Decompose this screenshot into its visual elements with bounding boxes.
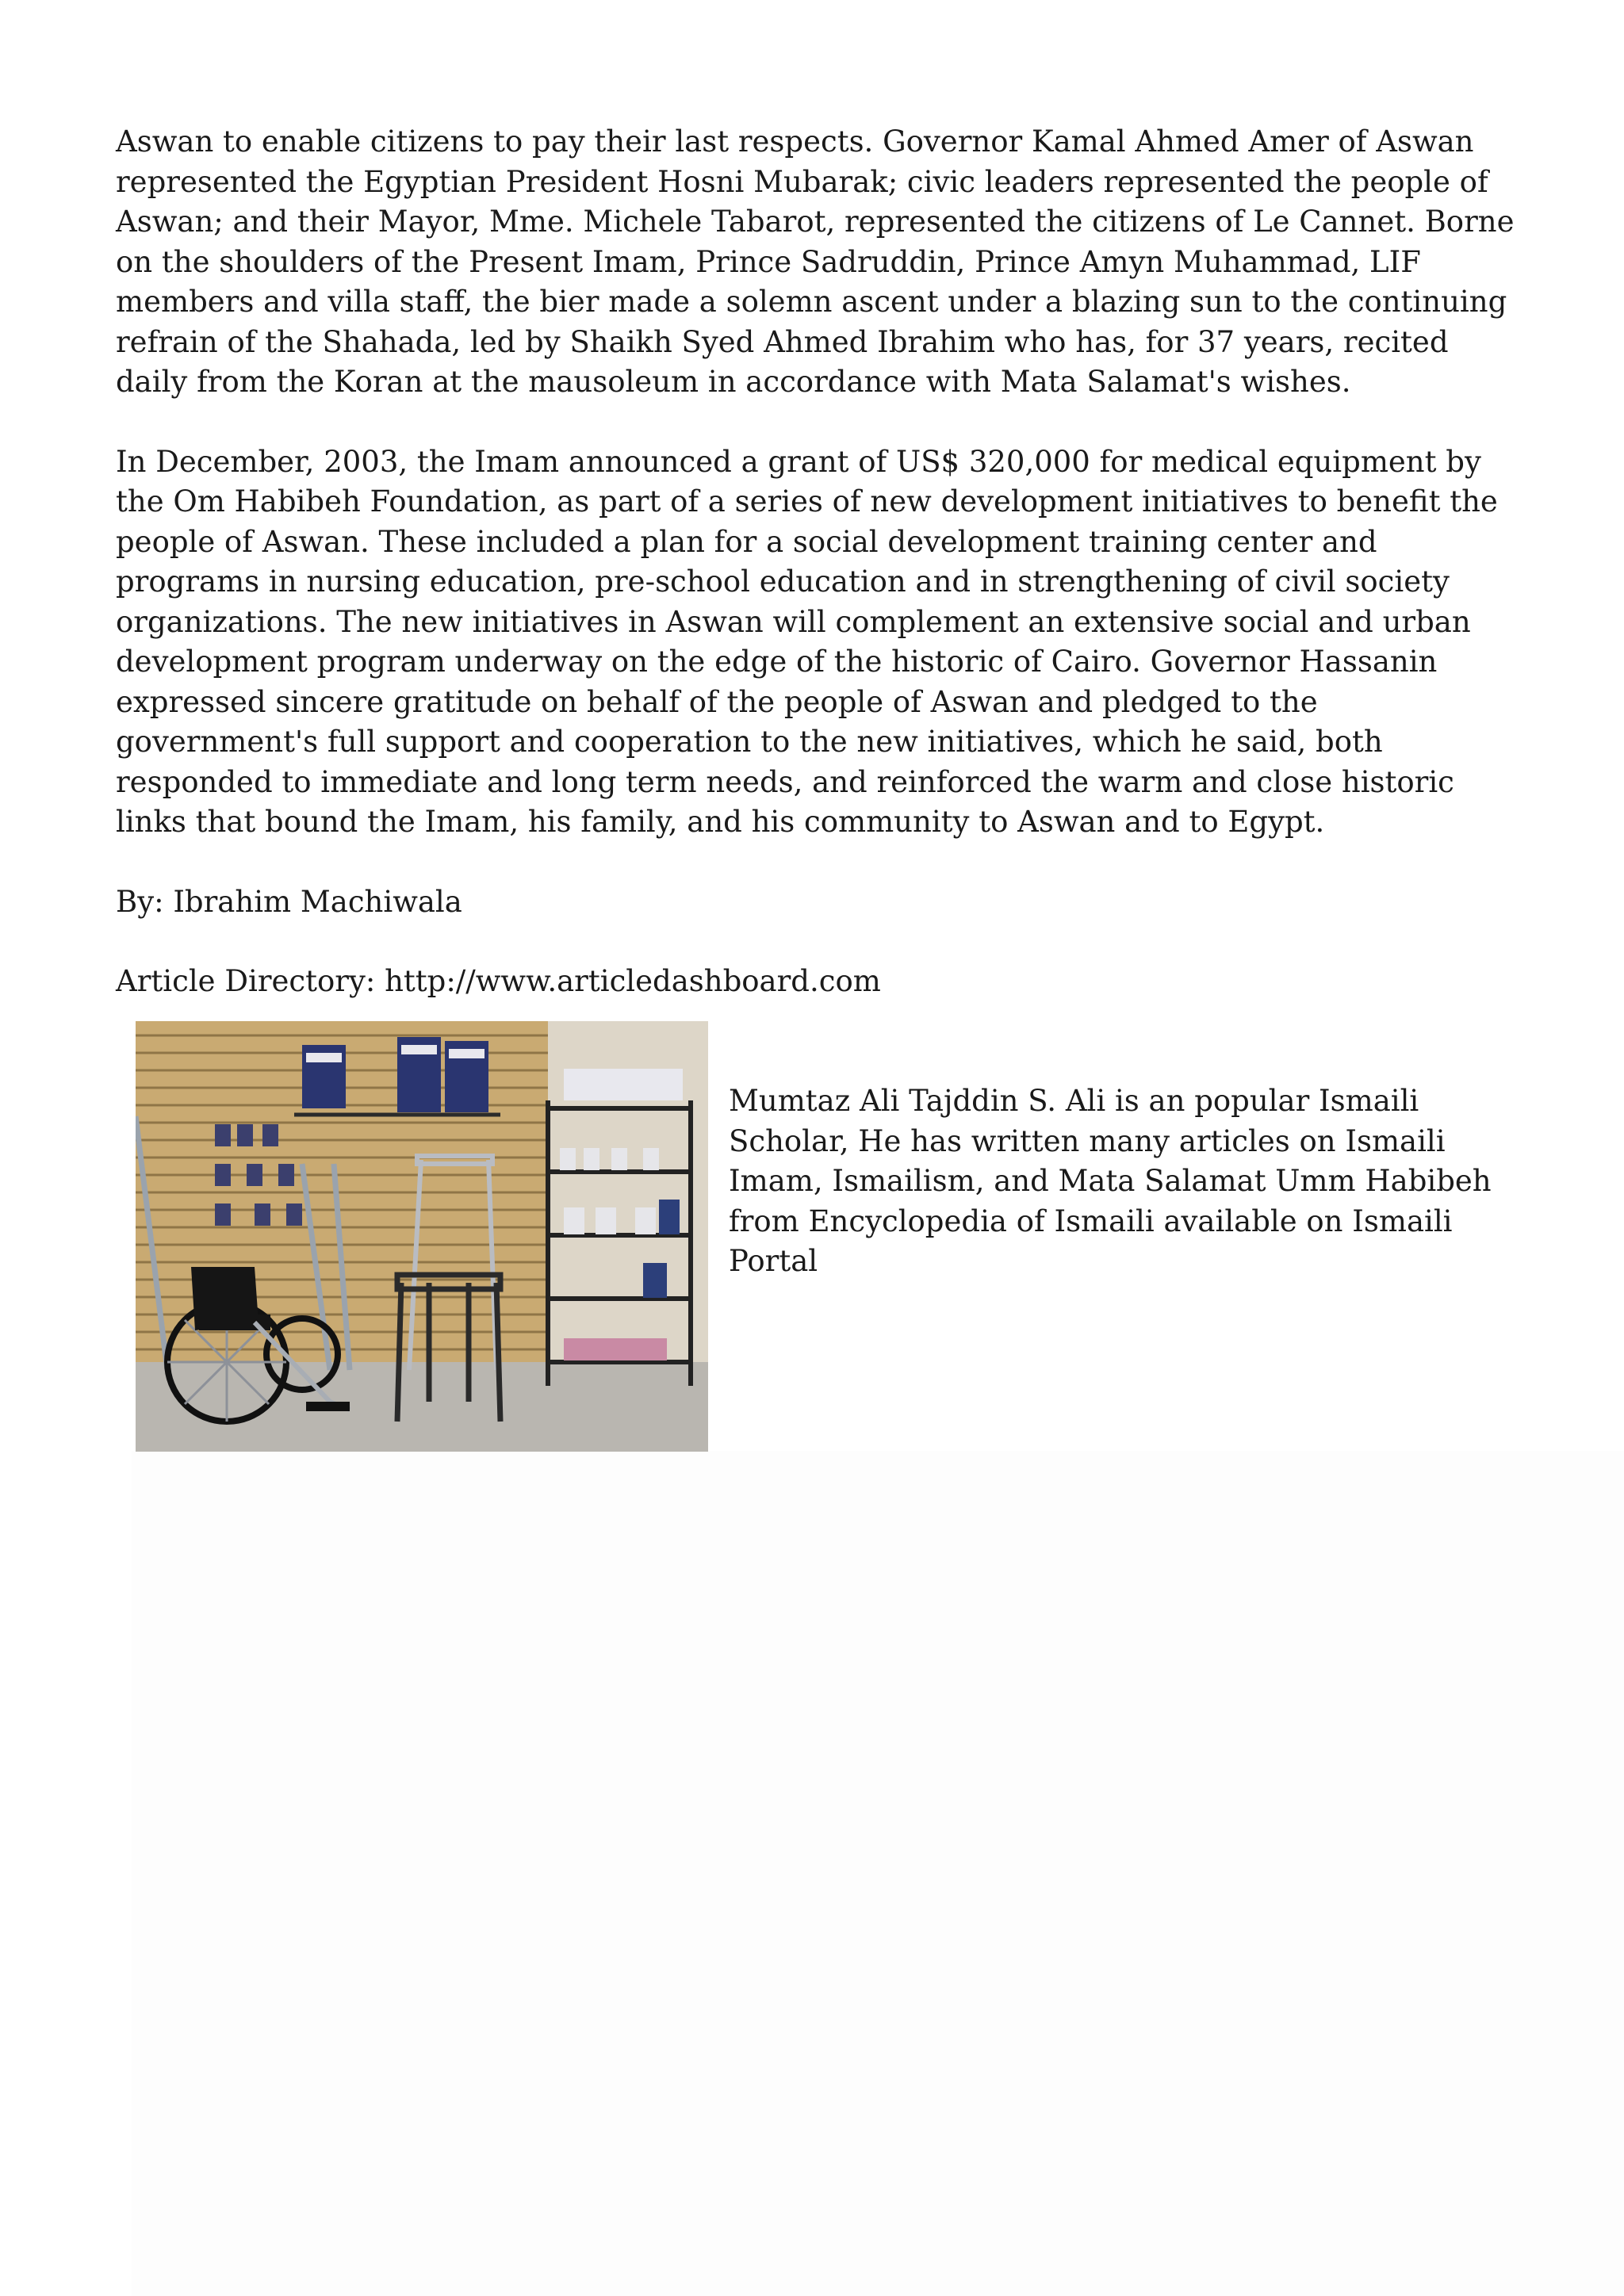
article-paragraph-1: Aswan to enable citizens to pay their last respects. Governor Kamal Ahmed Amer of Aswan represented the Egyptian President Hosni Mubarak; civic leaders represented the people of Aswan; and their Mayor, Mme. Michele Tabarot, represented the citizens of Le Cannet. Borne on the shoulders of the Present Imam, Prince Sadruddin, Prince Amyn Muhammad, LIF members and villa staff, the bier made a solemn ascent under a blazing sun to the continuing refrain of the Shahada, led by Shaikh Syed Ahmed Ibrahim who has, for 37 years, recited daily from the Koran at the mausoleum in accordance with Mata Salamat's wishes.: [116, 124, 1515, 399]
page-background-shade: [132, 1451, 1624, 2296]
article-body: [116, 122, 1519, 1042]
author-photo: [136, 1021, 708, 1452]
author-box: [136, 1021, 1531, 1453]
medical-equipment-store-image: [136, 1021, 708, 1452]
article-directory-link[interactable]: Article Directory: http://www.articledashboard.com: [116, 964, 881, 998]
article-byline: By: Ibrahim Machiwala: [116, 884, 462, 919]
article-paragraph-2: In December, 2003, the Imam announced a grant of US$ 320,000 for medical equipment by the Om Habibeh Foundation, as part of a series of new development initiatives to benefit the people of Aswan. These included a plan for a social development training center and programs in nursing education, pre-school education and in strengthening of civil society organizations. The new initiatives in Aswan will complement an extensive social and urban development program underway on the edge of the historic of Cairo. Governor Hassanin expressed sincere gratitude on behalf of the people of Aswan and pledged to the government's full support and cooperation to the new initiatives, which he said, both responded to immediate and long term needs, and reinforced the warm and close historic links that bound the Imam, his family, and his community to Aswan and to Egypt.: [116, 444, 1498, 839]
author-bio: Mumtaz Ali Tajddin S. Ali is an popular Ismaili Scholar, He has written many articles on Ismaili Imam, Ismailism, and Mata Salamat Umm Habibeh from Encyclopedia of Ismaili available on Ismaili Portal: [729, 1084, 1492, 1278]
